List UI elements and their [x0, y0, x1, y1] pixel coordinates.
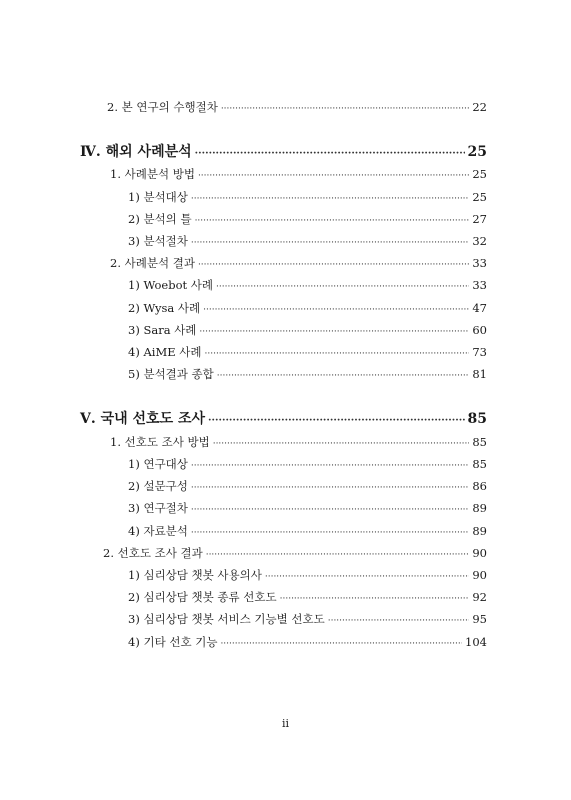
toc-page-number: 32 — [472, 234, 487, 248]
toc-entry-label: 2) 심리상담 챗봇 종류 선호도 — [128, 590, 277, 604]
toc-entry-subsection[interactable] — [128, 590, 487, 606]
leader-dots — [217, 367, 470, 383]
page-footer-number: ii — [281, 717, 290, 730]
toc-entry-subsection[interactable] — [128, 568, 487, 584]
toc-page-number: 85 — [467, 411, 487, 427]
leader-dots — [216, 278, 469, 294]
toc-entry-label: 5) 분석결과 종합 — [128, 367, 214, 381]
toc-entry-label: 4) AiME 사례 — [128, 345, 202, 359]
toc-entry-subsection[interactable] — [128, 212, 487, 228]
toc-entry-label: 1) 심리상담 챗봇 사용의사 — [128, 568, 262, 582]
leader-dots — [221, 100, 470, 116]
toc-entry-subsection[interactable] — [128, 501, 487, 517]
leader-dots — [195, 143, 465, 163]
leader-dots — [203, 301, 469, 317]
toc-entry-label: 3) 연구절차 — [128, 501, 188, 515]
toc-entry-chapter[interactable] — [80, 143, 487, 163]
leader-dots — [265, 568, 470, 584]
toc-entry-label: 3) 심리상담 챗봇 서비스 기능별 선호도 — [128, 612, 325, 626]
toc-page-number: 25 — [467, 144, 487, 160]
toc-entry-subsection[interactable] — [128, 345, 487, 361]
toc-page-number: 104 — [465, 635, 487, 649]
toc-page-number: 95 — [472, 612, 487, 626]
toc-entry-subsection[interactable] — [128, 457, 487, 473]
leader-dots — [191, 524, 469, 540]
leader-dots — [280, 590, 470, 606]
toc-entry-subsection[interactable] — [128, 612, 487, 628]
toc-entry-label: 2) 설문구성 — [128, 479, 188, 493]
toc-page-number: 90 — [472, 568, 487, 582]
toc-entry-subsection[interactable] — [128, 190, 487, 206]
toc-page-number: 47 — [472, 301, 487, 315]
toc-entry-section[interactable] — [107, 100, 487, 116]
leader-dots — [198, 256, 469, 272]
toc-entry-label: 2) 분석의 틀 — [128, 212, 192, 226]
leader-dots — [206, 546, 470, 562]
toc-entry-label: 2. 본 연구의 수행절차 — [107, 100, 218, 114]
toc-entry-subsection[interactable] — [128, 278, 487, 294]
toc-entry-label: 3) 분석절차 — [128, 234, 188, 248]
toc-page-number: 27 — [472, 212, 487, 226]
leader-dots — [195, 212, 470, 228]
toc-chapter-label: Ⅳ. 해외 사례분석 — [80, 144, 192, 160]
toc-entry-label: 1. 사례분석 방법 — [110, 167, 195, 181]
toc-entry-label: 3) Sara 사례 — [128, 323, 197, 337]
toc-page-number: 33 — [472, 278, 487, 292]
leader-dots — [220, 635, 462, 651]
leader-dots — [191, 479, 469, 495]
leader-dots — [198, 167, 469, 183]
toc-page-number: 25 — [472, 190, 487, 204]
toc-entry-section[interactable] — [110, 167, 487, 183]
toc-page-number: 33 — [472, 256, 487, 270]
toc-entry-section[interactable] — [103, 546, 487, 562]
toc-entry-label: 2. 선호도 조사 결과 — [103, 546, 203, 560]
toc-entry-subsection[interactable] — [128, 479, 487, 495]
toc-entry-subsection[interactable] — [128, 367, 487, 383]
leader-dots — [208, 410, 464, 430]
toc-entry-label: 1) 분석대상 — [128, 190, 188, 204]
toc-entry-label: 1) Woebot 사례 — [128, 278, 214, 292]
toc-page-number: 85 — [472, 457, 487, 471]
toc-entry-section[interactable] — [110, 435, 487, 451]
toc-page-number: 90 — [472, 546, 487, 560]
toc-entry-label: 1) 연구대상 — [128, 457, 188, 471]
toc-page-number: 89 — [472, 501, 487, 515]
leader-dots — [213, 435, 470, 451]
toc-entry-subsection[interactable] — [128, 635, 487, 651]
toc-page-number: 92 — [472, 590, 487, 604]
toc-page-number: 73 — [472, 345, 487, 359]
toc-entry-label: 2) Wysa 사례 — [128, 301, 201, 315]
leader-dots — [191, 234, 469, 250]
toc-chapter-label: Ⅴ. 국내 선호도 조사 — [80, 411, 206, 427]
toc-entry-subsection[interactable] — [128, 234, 487, 250]
toc-entry-label: 4) 기타 선호 기능 — [128, 635, 218, 649]
toc-entry-chapter[interactable] — [80, 410, 487, 430]
toc-entry-label: 1. 선호도 조사 방법 — [110, 435, 210, 449]
toc-page-number: 22 — [472, 100, 487, 114]
leader-dots — [199, 323, 469, 339]
leader-dots — [205, 345, 470, 361]
toc-entry-label: 4) 자료분석 — [128, 524, 188, 538]
toc-page-number: 86 — [472, 479, 487, 493]
toc-page-number: 85 — [472, 435, 487, 449]
toc-entry-label: 2. 사례분석 결과 — [110, 256, 195, 270]
toc-page-number: 81 — [472, 367, 487, 381]
toc-entry-subsection[interactable] — [128, 524, 487, 540]
leader-dots — [191, 190, 469, 206]
leader-dots — [191, 457, 469, 473]
leader-dots — [191, 501, 469, 517]
toc-entry-subsection[interactable] — [128, 301, 487, 317]
toc-page-number: 89 — [472, 524, 487, 538]
toc-entry-section[interactable] — [110, 256, 487, 272]
toc-page-number: 25 — [472, 167, 487, 181]
toc-entry-subsection[interactable] — [128, 323, 487, 339]
leader-dots — [328, 612, 470, 628]
toc-page-number: 60 — [472, 323, 487, 337]
